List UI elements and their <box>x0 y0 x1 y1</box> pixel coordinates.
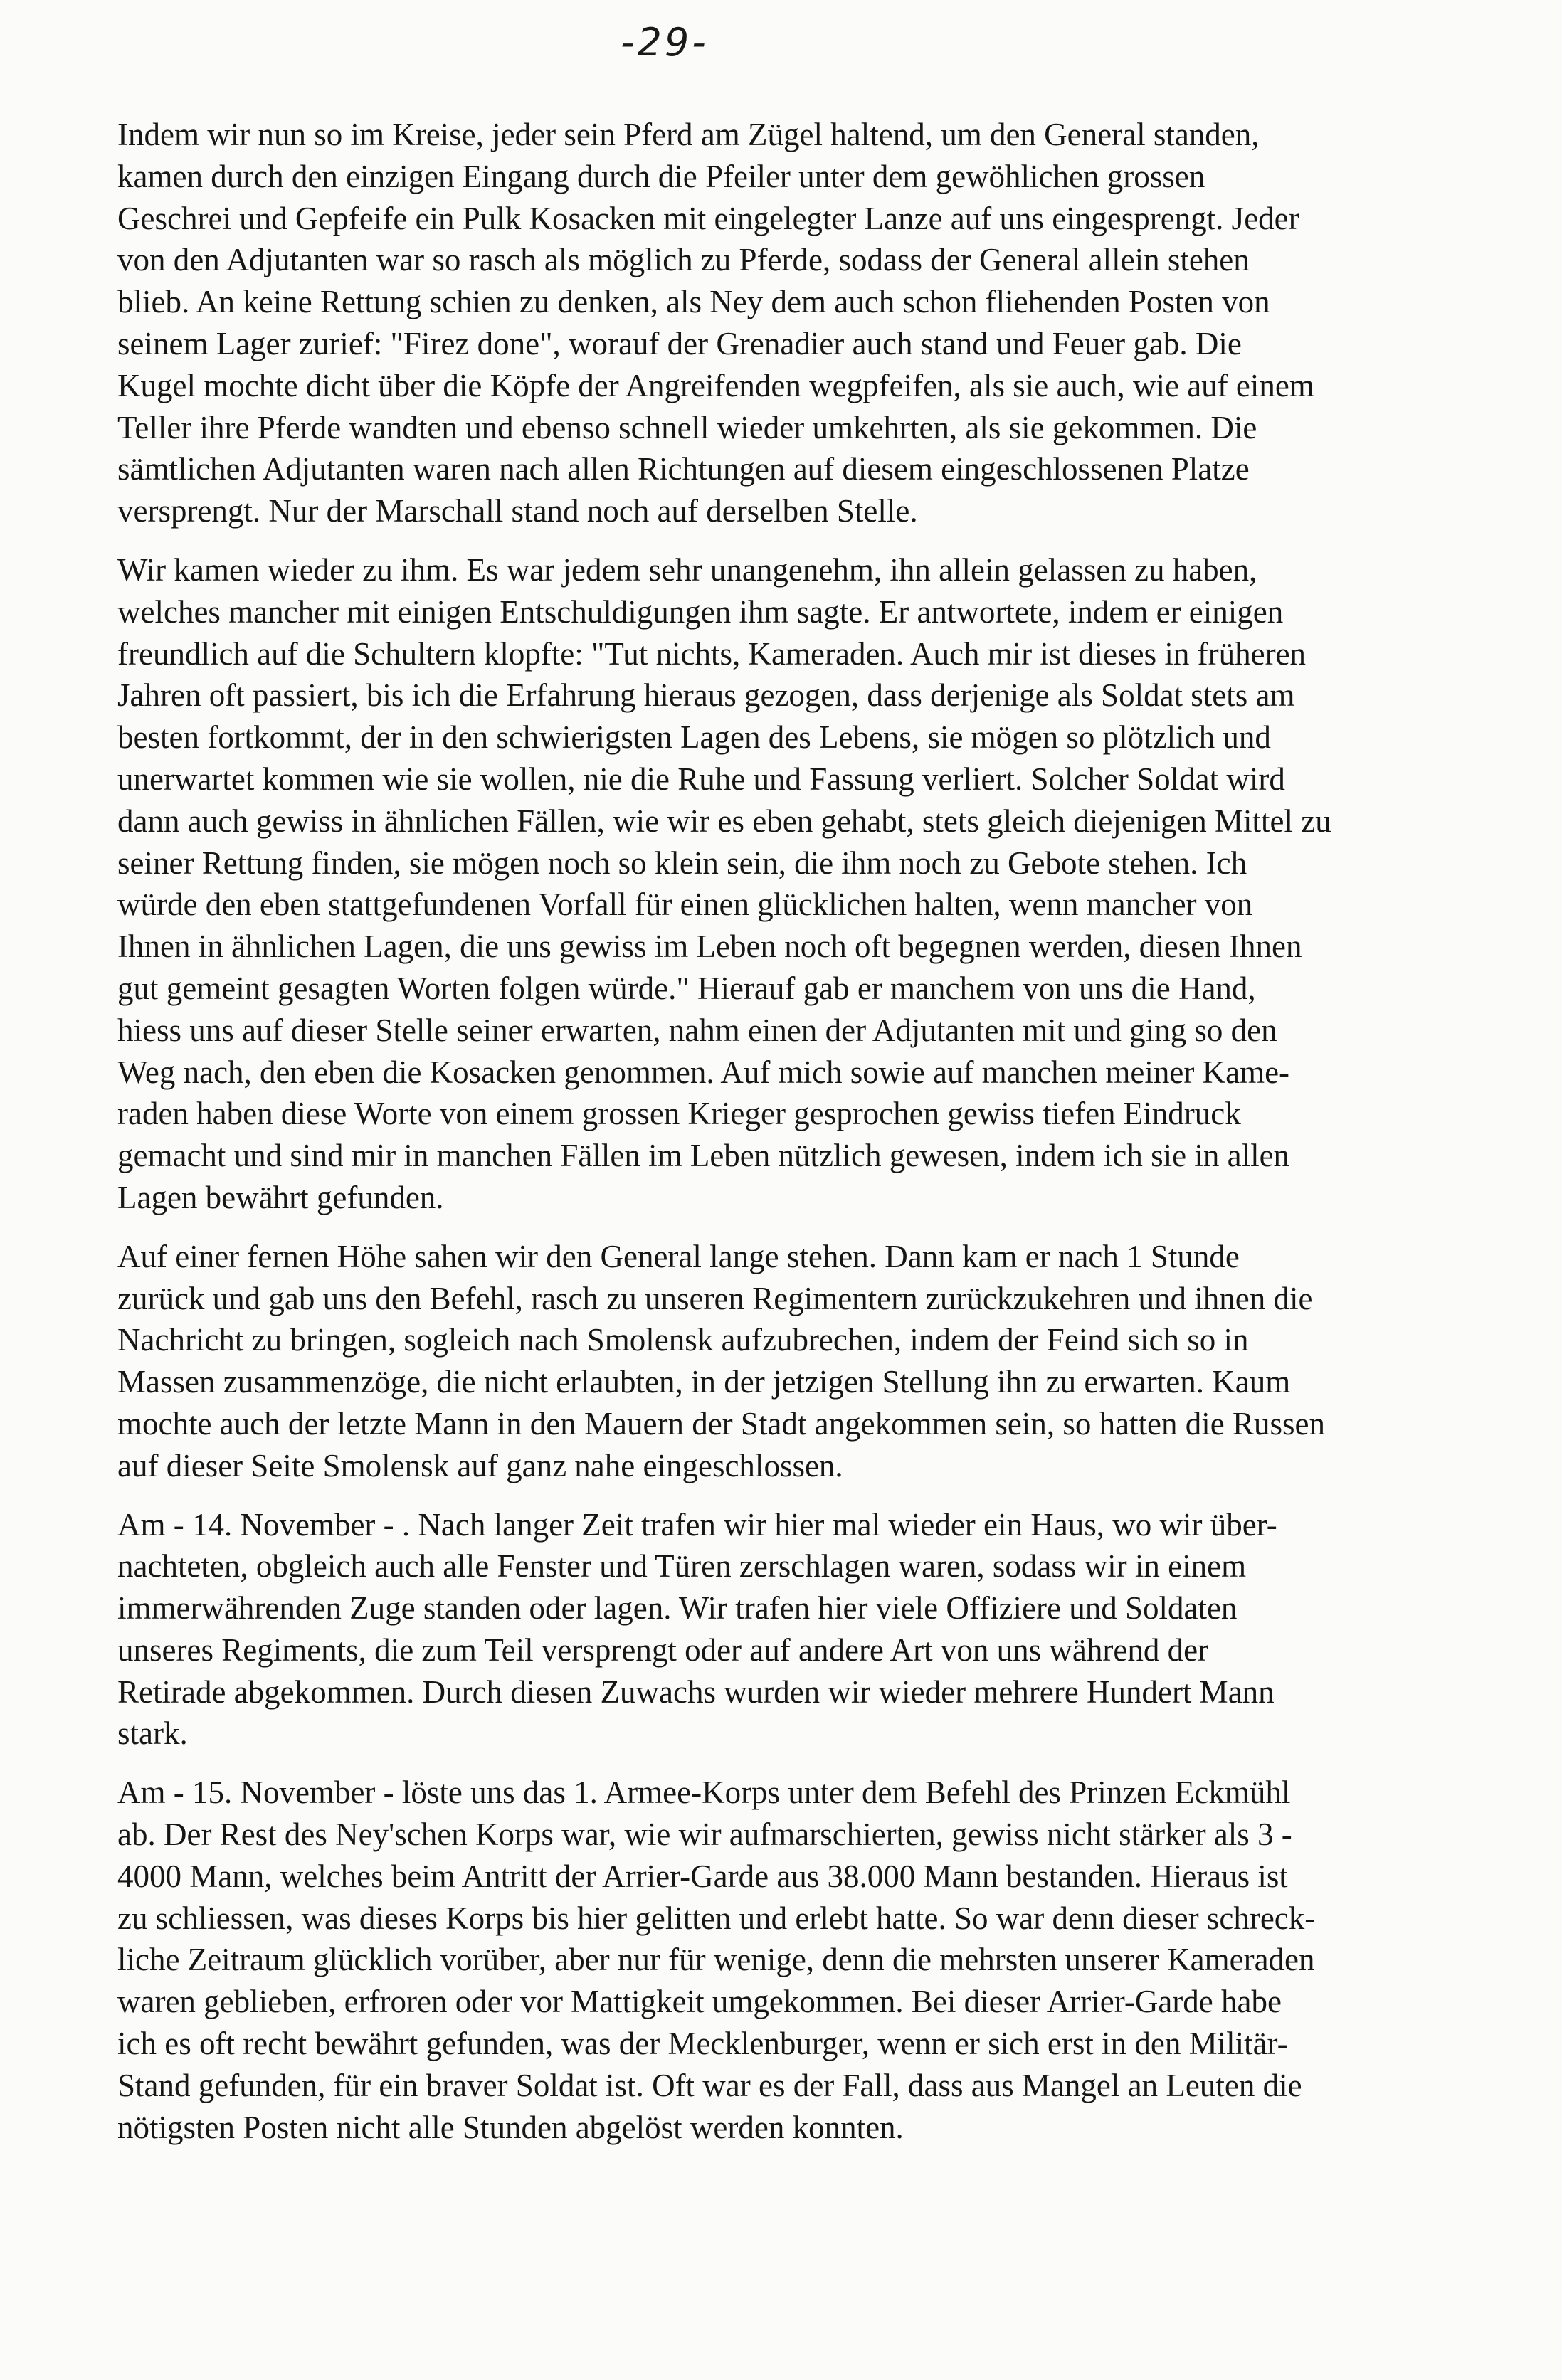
text-line: ab. Der Rest des Ney'schen Korps war, wie wir aufmarschierten, gewiss nicht stärker als 3 - <box>117 1816 1292 1853</box>
text-line: Auf einer fernen Höhe sahen wir den General lange stehen. Dann kam er nach 1 Stunde <box>117 1238 1240 1274</box>
text-line: Wir kamen wieder zu ihm. Es war jedem sehr unangenehm, ihn allein gelassen zu haben, <box>117 551 1257 588</box>
text-line: Kugel mochte dicht über die Köpfe der Angreifenden wegpfeifen, als sie auch, wie auf einem <box>117 367 1314 403</box>
text-line: nötigsten Posten nicht alle Stunden abgelöst werden konnten. <box>117 2109 904 2145</box>
text-line: kamen durch den einzigen Eingang durch die Pfeiler unter dem gewöhlichen grossen <box>117 158 1205 194</box>
text-line: Teller ihre Pferde wandten und ebenso schnell wieder umkehrten, als sie gekommen. Die <box>117 409 1257 445</box>
text-line: nachteten, obgleich auch alle Fenster und Türen zerschlagen waren, sodass wir in einem <box>117 1548 1247 1585</box>
text-line: Indem wir nun so im Kreise, jeder sein Pferd am Zügel haltend, um den General standen, <box>117 117 1260 152</box>
text-line: Jahren oft passiert, bis ich die Erfahrung hieraus gezogen, dass derjenige als Soldat stets am <box>117 677 1295 714</box>
text-line: welches mancher mit einigen Entschuldigungen ihm sagte. Er antwortete, indem er einigen <box>117 593 1284 630</box>
text-line: mochte auch der letzte Mann in den Mauern der Stadt angekommen sein, so hatten die Russen <box>117 1405 1326 1442</box>
document-body <box>117 114 1539 2165</box>
paragraph <box>117 114 1539 532</box>
text-line: zu schliessen, was dieses Korps bis hier gelitten und erlebt hatte. So war denn dieser schreck- <box>117 1900 1316 1936</box>
text-line: unerwartet kommen wie sie wollen, nie die Ruhe und Fassung verliert. Solcher Soldat wird <box>117 761 1285 797</box>
text-line: ich es oft recht bewährt gefunden, was der Mecklenburger, wenn er sich erst in den Militär- <box>117 2026 1288 2062</box>
text-line: stark. <box>117 1715 188 1752</box>
text-line: gut gemeint gesagten Worten folgen würde." Hierauf gab er manchem von uns die Hand, <box>117 970 1256 1006</box>
text-line: Massen zusammenzöge, die nicht erlaubten, in der jetzigen Stellung ihn zu erwarten. Kaum <box>117 1364 1291 1400</box>
text-line: hiess uns auf dieser Stelle seiner erwarten, nahm einen der Adjutanten mit und ging so den <box>117 1012 1277 1048</box>
text-line: Retirade abgekommen. Durch diesen Zuwachs wurden wir wieder mehrere Hundert Mann <box>117 1673 1275 1710</box>
paragraph <box>117 1772 1539 2148</box>
text-line: Lagen bewährt gefunden. <box>117 1179 444 1215</box>
text-line: Nachricht zu bringen, sogleich nach Smolensk aufzubrechen, indem der Feind sich so in <box>117 1322 1249 1358</box>
text-line: Stand gefunden, für ein braver Soldat ist. Oft war es der Fall, dass aus Mangel an Leuten die <box>117 2067 1302 2103</box>
text-line: Ihnen in ähnlichen Lagen, die uns gewiss im Leben noch oft begegnen werden, diesen Ihnen <box>117 929 1302 965</box>
text-line: unseres Regiments, die zum Teil versprengt oder auf andere Art von uns während der <box>117 1631 1209 1668</box>
text-line: zurück und gab uns den Befehl, rasch zu unseren Regimentern zurückzukehren und ihnen die <box>117 1280 1313 1316</box>
text-line: sämtlichen Adjutanten waren nach allen Richtungen auf diesem eingeschlossenen Platze <box>117 451 1250 487</box>
text-line: versprengt. Nur der Marschall stand noch auf derselben Stelle. <box>117 493 918 529</box>
page-number: -29- <box>621 20 709 65</box>
text-line: besten fortkommt, der in den schwierigsten Lagen des Lebens, sie mögen so plötzlich und <box>117 719 1271 756</box>
text-line: gemacht und sind mir in manchen Fällen im Leben nützlich gewesen, indem ich sie in allen <box>117 1138 1290 1174</box>
text-line: von den Adjutanten war so rasch als möglich zu Pferde, sodass der General allein stehen <box>117 242 1250 278</box>
text-line: Am - 14. November - . Nach langer Zeit trafen wir hier mal wieder ein Haus, wo wir über- <box>117 1506 1277 1543</box>
text-line: blieb. An keine Rettung schien zu denken, als Ney dem auch schon fliehenden Posten von <box>117 284 1270 320</box>
text-line: Am - 15. November - löste uns das 1. Armee-Korps unter dem Befehl des Prinzen Eckmühl <box>117 1775 1291 1811</box>
text-line: seinem Lager zurief: "Firez done", worauf der Grenadier auch stand und Feuer gab. Die <box>117 325 1242 361</box>
text-line: Geschrei und Gepfeife ein Pulk Kosacken mit eingelegter Lanze auf uns eingesprengt. Jeder <box>117 200 1299 236</box>
text-line: Weg nach, den eben die Kosacken genommen. Auf mich sowie auf manchen meiner Kame- <box>117 1054 1290 1090</box>
text-line: dann auch gewiss in ähnlichen Fällen, wie wir es eben gehabt, stets gleich diejenigen Mittel zu <box>117 803 1331 839</box>
paragraph <box>117 1236 1539 1487</box>
text-line: würde den eben stattgefundenen Vorfall für einen glücklichen halten, wenn mancher von <box>117 887 1253 923</box>
text-line: seiner Rettung finden, sie mögen noch so klein sein, die ihm noch zu Gebote stehen. Ich <box>117 845 1247 881</box>
text-line: raden haben diese Worte von einem grossen Krieger gesprochen gewiss tiefen Eindruck <box>117 1096 1241 1132</box>
paragraph <box>117 549 1539 1219</box>
text-line: liche Zeitraum glücklich vorüber, aber nur für wenige, denn die mehrsten unserer Kameraden <box>117 1942 1315 1978</box>
text-line: auf dieser Seite Smolensk auf ganz nahe eingeschlossen. <box>117 1447 843 1483</box>
text-line: freundlich auf die Schultern klopfte: "Tut nichts, Kameraden. Auch mir ist dieses in früheren <box>117 635 1307 672</box>
paragraph <box>117 1504 1539 1755</box>
text-line: waren geblieben, erfroren oder vor Mattigkeit umgekommen. Bei dieser Arrier-Garde habe <box>117 1984 1282 2020</box>
text-line: immerwährenden Zuge standen oder lagen. Wir trafen hier viele Offiziere und Soldaten <box>117 1590 1238 1627</box>
text-line: 4000 Mann, welches beim Antritt der Arrier-Garde aus 38.000 Mann bestanden. Hieraus ist <box>117 1858 1288 1894</box>
